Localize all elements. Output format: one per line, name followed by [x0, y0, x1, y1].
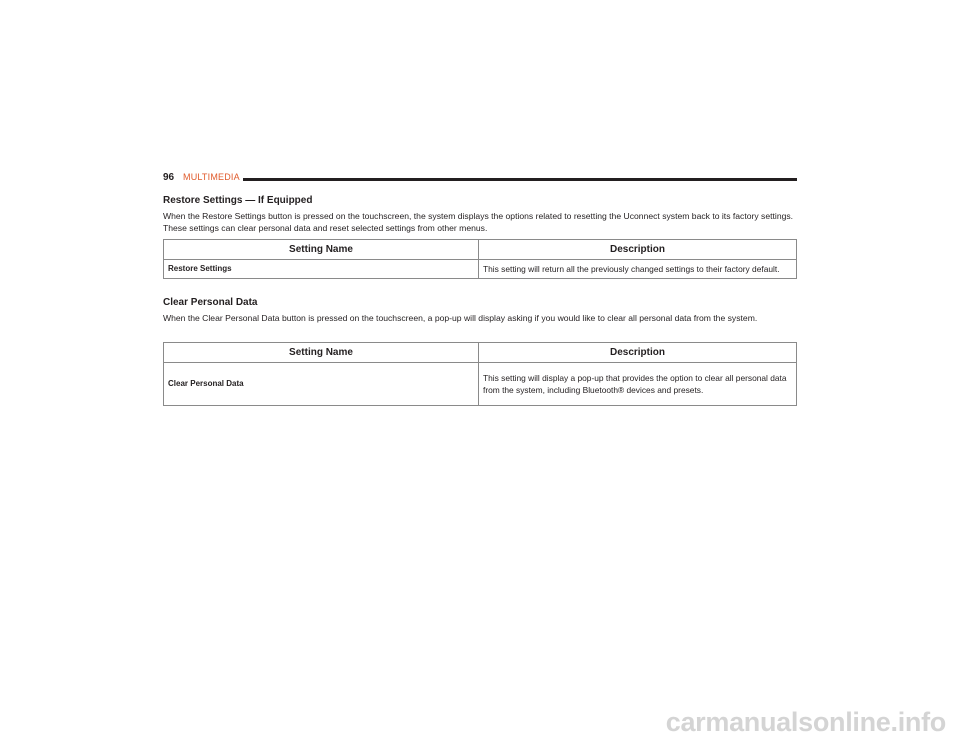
table-row [164, 363, 797, 406]
setting-name-cell: Restore Settings [164, 260, 479, 279]
clear-personal-data-section [163, 296, 797, 324]
table-header-row [164, 240, 797, 260]
column-header-setting-name: Setting Name [164, 343, 479, 363]
restore-settings-section [163, 194, 797, 234]
column-header-description: Description [479, 343, 797, 363]
restore-settings-heading: Restore Settings — If Equipped [163, 195, 313, 206]
table-header-row [164, 343, 797, 363]
column-header-description: Description [479, 240, 797, 260]
column-header-setting-name: Setting Name [164, 240, 479, 260]
clear-personal-data-paragraph: When the Clear Personal Data button is pressed on the touchscreen, a pop-up will display asking if you would like to clear all personal data from the system. [163, 313, 758, 323]
setting-description-cell: This setting will return all the previously changed settings to their factory default. [479, 260, 797, 279]
page-header [163, 172, 797, 186]
section-title: MULTIMEDIA [183, 172, 240, 182]
watermark: carmanualsonline.info [665, 707, 946, 737]
restore-settings-table [163, 239, 797, 279]
restore-settings-paragraph: When the Restore Settings button is pressed on the touchscreen, the system displays the options related to resetting the Uconnect system back to its factory settings. These settings can clear personal data and reset selected settings from other menus. [163, 211, 794, 233]
table-row [164, 260, 797, 279]
page-number: 96 [163, 172, 175, 183]
clear-personal-data-table [163, 342, 797, 406]
clear-personal-data-heading: Clear Personal Data [163, 297, 258, 308]
setting-description-cell: This setting will display a pop-up that provides the option to clear all personal data from the system, including Bluetooth® devices and presets. [479, 363, 797, 406]
setting-name-cell: Clear Personal Data [164, 363, 479, 406]
header-rule [243, 178, 797, 181]
